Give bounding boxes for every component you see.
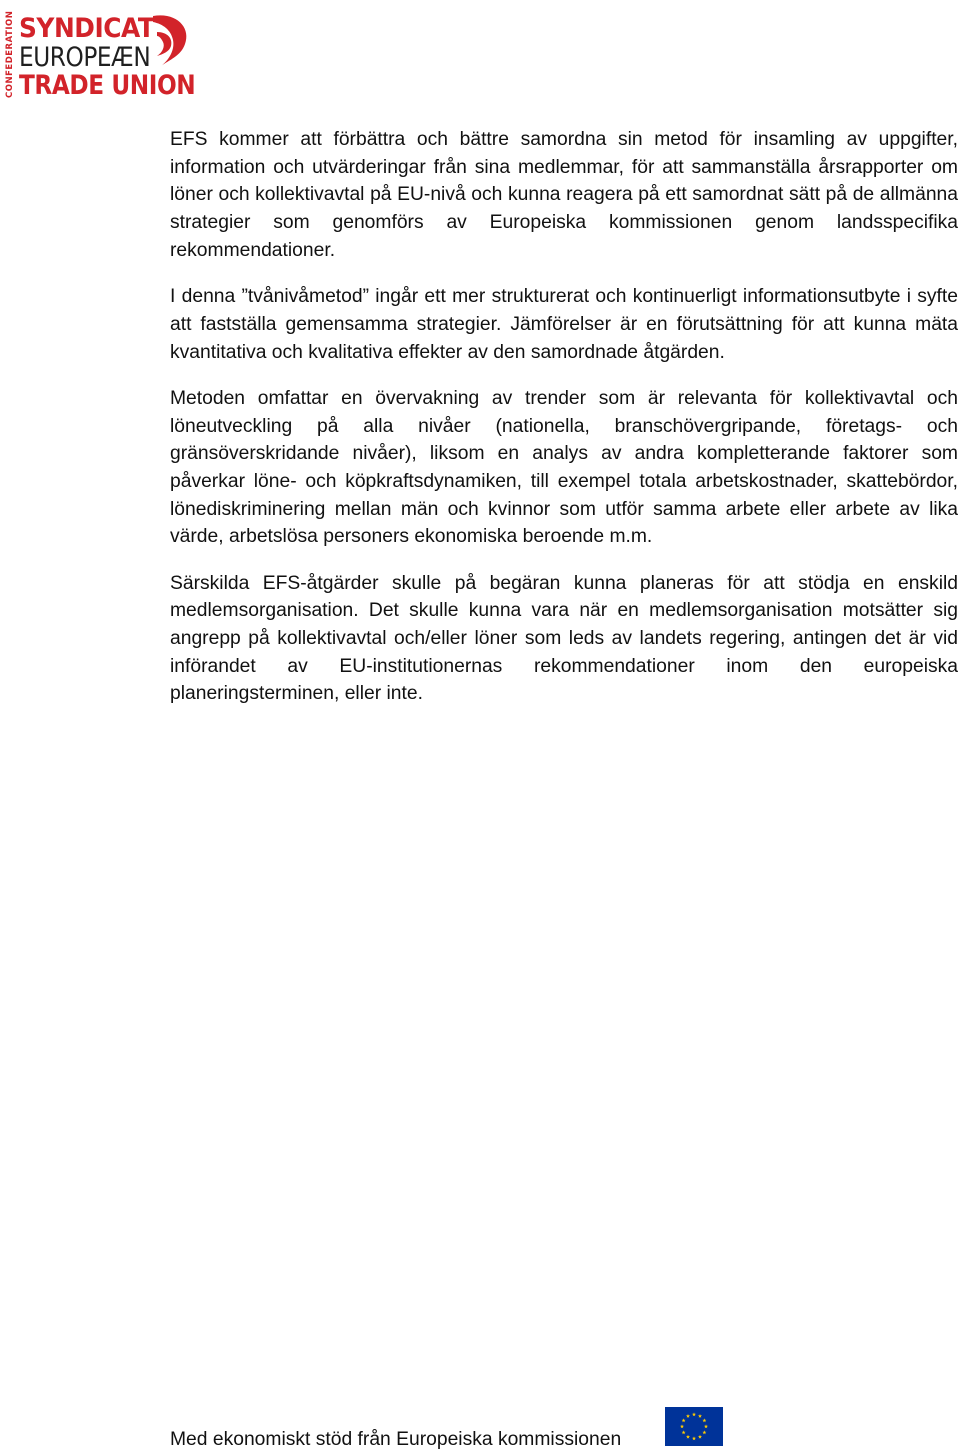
eu-flag-icon [665, 1407, 723, 1446]
logo-line-syndicat: SYNDICAT [19, 13, 155, 44]
paragraph-3: Metoden omfattar en övervakning av trender som är relevanta för kollektivavtal och löneutveckling på alla nivåer (nationella, branschövergripande, företags- och gränsöverskridande nivåer), liksom en analys av andra kompletterande faktorer som påverkar löne- och köpkraftsdynamiken, till exempel totala arbetskostnader, skattebördor, lönediskriminering mellan män och kvinnor som utför samma arbete eller arbete av lika värde, arbetslösa personers ekonomiska beroende m.m. [170, 387, 958, 548]
etuc-logo [4, 8, 194, 100]
document-body [170, 126, 958, 727]
paragraph-2: I denna ”tvånivåmetod” ingår ett mer strukturerat och kontinuerligt informationsutbyte i syfte att fastställa gemensamma strategier. Jämförelser är en förutsättning för att kunna mäta kvantitativa och kvalitativa effekter av den samordnade åtgärden. [170, 286, 958, 363]
logo-line-european: EUROPEÆN [19, 42, 151, 73]
logo-swirl-icon [147, 10, 191, 80]
paragraph-1: EFS kommer att förbättra och bättre samordna sin metod för insamling av uppgifter, information och utvärderingar från sina medlemmar, för att sammanställa årsrapporter om löner och kollektivavtal på EU-nivå och kunna reagera på ett samordnat sätt på de allmänna strategier som genomförs av Europeiska kommissionen genom landsspecifika rekommendationer. [170, 129, 958, 261]
paragraph-4: Särskilda EFS-åtgärder skulle på begäran kunna planeras för att stödja en enskild medlemsorganisation. Det skulle kunna vara när en medlemsorganisation motsätter sig angrepp på kollektivavtal och/eller löner som leds av landets regering, antingen det är vid införandet av EU-institutionernas rekommendationer inom den europeiska planeringsterminen, eller inte. [170, 572, 958, 705]
logo-line-trade-union: TRADE UNION [19, 70, 196, 101]
logo-side-text: CONFEDERATION [5, 10, 15, 98]
footer-funding-text: Med ekonomiskt stöd från Europeiska kommissionen [170, 1429, 622, 1450]
